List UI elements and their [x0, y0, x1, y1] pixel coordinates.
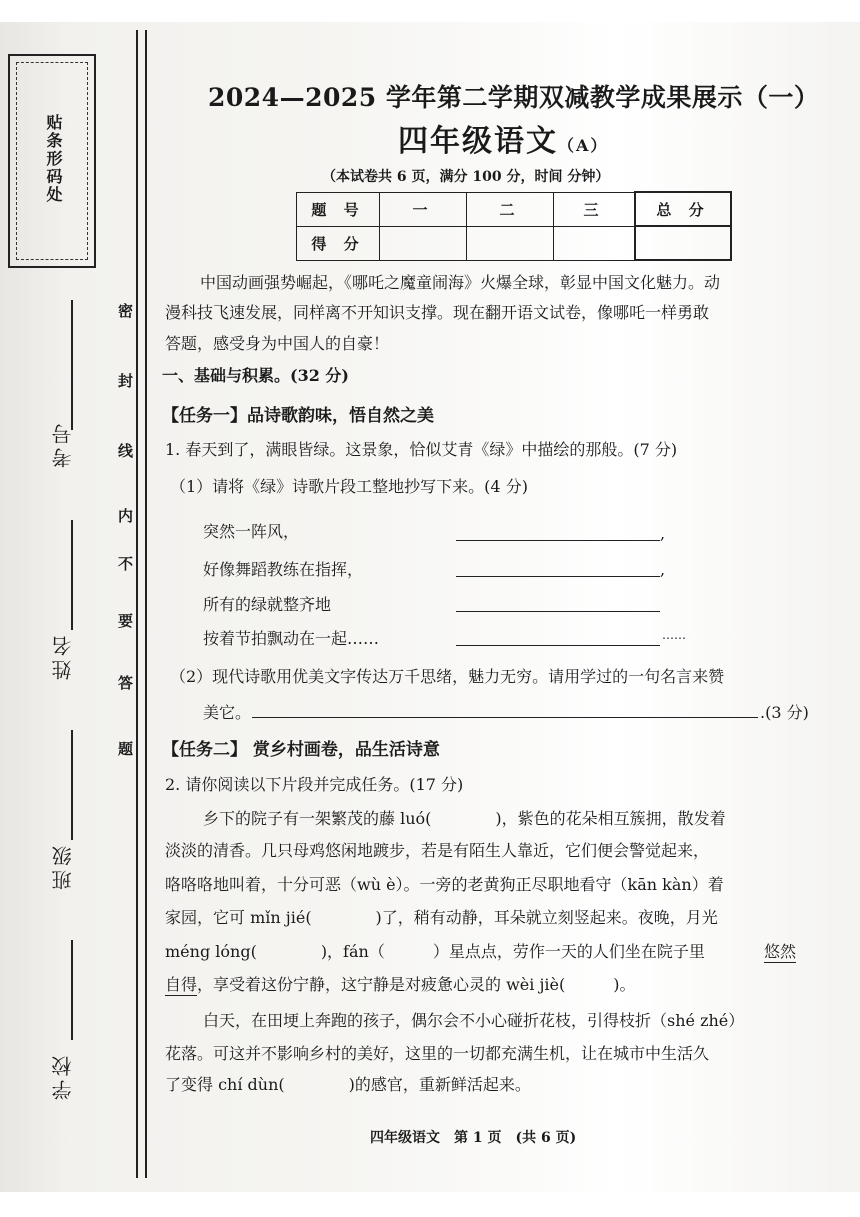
passage-line: 咯咯咯地叫着，十分可恶（wù è）。一旁的老黄狗正尽职地看守（kān kàn）着 [165, 875, 724, 894]
score-cell[interactable] [380, 226, 467, 260]
answer-line[interactable] [456, 576, 660, 577]
poem-line-end: , [660, 524, 666, 543]
barcode-area [8, 54, 96, 268]
field-line-class [71, 730, 73, 840]
seal-char: 封 [118, 372, 134, 390]
underlined-text: 悠然 [764, 939, 796, 963]
field-name-label: 姓名 [51, 632, 75, 680]
passage-line: méng lóng( )，fán（ ）星点点，劳作一天的人们坐在院子里 [165, 942, 705, 961]
subject-name: 四年级语文 [398, 124, 558, 159]
field-class-label: 班级 [51, 842, 75, 890]
seal-char: 要 [118, 612, 134, 630]
seal-char: 密 [118, 302, 134, 320]
question-1: 1. 春天到了，满眼皆绿。这景象，恰似艾青《绿》中描绘的那般。(7 分) [165, 440, 678, 459]
answer-line[interactable] [456, 611, 660, 612]
poem-line: 好像舞蹈教练在指挥， [203, 560, 364, 579]
field-line-school [71, 940, 73, 1040]
poem-line-end: …… [662, 628, 686, 642]
score-header-cell: 一 [380, 192, 467, 226]
score-header-cell: 题 号 [297, 192, 380, 226]
underlined-word [165, 972, 197, 996]
score-header-cell: 三 [554, 192, 636, 226]
answer-line[interactable] [456, 540, 660, 541]
score-header-cell: 二 [467, 192, 554, 226]
poem-line: 按着节拍飘动在一起…… [203, 629, 380, 648]
poem-line: 突然一阵风， [203, 522, 300, 541]
passage-line: 家园，它可 mǐn jié( )了，稍有动静，耳朵就立刻竖起来。夜晚，月光 [165, 908, 718, 927]
question-2: 2. 请你阅读以下片段并完成任务。(17 分) [165, 775, 464, 794]
intro-line: 答题，感受身为中国人的自豪！ [165, 334, 390, 353]
score-cell[interactable] [554, 226, 636, 260]
field-exam-no-label: 考号 [51, 420, 75, 468]
score-table-row [297, 226, 732, 260]
passage-line: 乡下的院子有一架繁茂的藤 luó( )，紫色的花朵相互簇拥，散发着 [203, 809, 726, 828]
seal-char: 线 [118, 442, 134, 460]
field-school-label: 学校 [51, 1052, 75, 1100]
score-row-label: 得 分 [297, 226, 380, 260]
poem-line: 所有的绿就整齐地 [203, 595, 332, 614]
question-1-2-cont: 美它。 [203, 703, 252, 722]
score-table-row [297, 192, 732, 226]
exam-note: （本试卷共 6 页，满分 100 分，时间 分钟） [322, 169, 610, 185]
seal-char: 不 [118, 555, 134, 573]
version-label: （A） [558, 136, 609, 155]
poem-line-end: , [660, 560, 666, 579]
intro-line: 漫科技飞速发展，同样离不开知识支撑。现在翻开语文试卷，像哪吒一样勇敢 [165, 303, 710, 322]
page-footer: 四年级语文 第 1 页 (共 6 页) [370, 1130, 577, 1146]
underlined-word [764, 939, 796, 963]
score-total-header: 总 分 [635, 192, 731, 226]
answer-line-long[interactable] [252, 717, 758, 718]
answer-line[interactable] [456, 645, 660, 646]
exam-subtitle [398, 116, 608, 160]
field-line-exam-no [71, 300, 73, 430]
seal-char: 题 [118, 740, 134, 758]
score-cell[interactable] [467, 226, 554, 260]
barcode-label: 贴条形码处 [44, 114, 63, 204]
passage-line: 了变得 chí dùn( )的感官，重新鲜活起来。 [165, 1075, 531, 1094]
seal-char: 答 [118, 674, 134, 692]
task-2-title: 【任务二】 赏乡村画卷，品生活诗意 [162, 740, 440, 760]
intro-line: 中国动画强势崛起，《哪吒之魔童闹海》火爆全球，彰显中国文化魅力。动 [200, 273, 721, 292]
seal-line-left [136, 30, 138, 1178]
score-table [296, 191, 732, 261]
question-1-2: （2）现代诗歌用优美文字传达万千思绪，魅力无穷。请用学过的一句名言来赞 [170, 667, 725, 686]
field-line-name [71, 520, 73, 630]
question-1-1: （1）请将《绿》诗歌片段工整地抄写下来。(4 分) [170, 477, 528, 496]
passage-line: 白天，在田埂上奔跑的孩子，偶尔会不小心碰折花枝，引得枝折（shé zhé） [203, 1011, 745, 1030]
passage-line: 淡淡的清香。几只母鸡悠闲地踱步，若是有陌生人靠近，它们便会警觉起来， [165, 841, 710, 860]
task-1-title: 【任务一】品诗歌韵味，悟自然之美 [162, 406, 434, 426]
exam-title: 2024—2025 学年第二学期双减教学成果展示（一） [208, 83, 820, 112]
question-1-2-score: .(3 分) [760, 703, 809, 722]
seal-line-right [145, 30, 147, 1178]
passage-line: ，享受着这份宁静，这宁静是对疲惫心灵的 wèi jiè( )。 [197, 975, 636, 994]
seal-char: 内 [118, 507, 134, 525]
section-1-heading: 一、基础与积累。(32 分) [162, 366, 349, 385]
underlined-text: 自得 [165, 972, 197, 996]
passage-line: 花落。可这并不影响乡村的美好，这里的一切都充满生机，让在城市中生活久 [165, 1044, 710, 1063]
score-total-cell[interactable] [635, 226, 731, 260]
